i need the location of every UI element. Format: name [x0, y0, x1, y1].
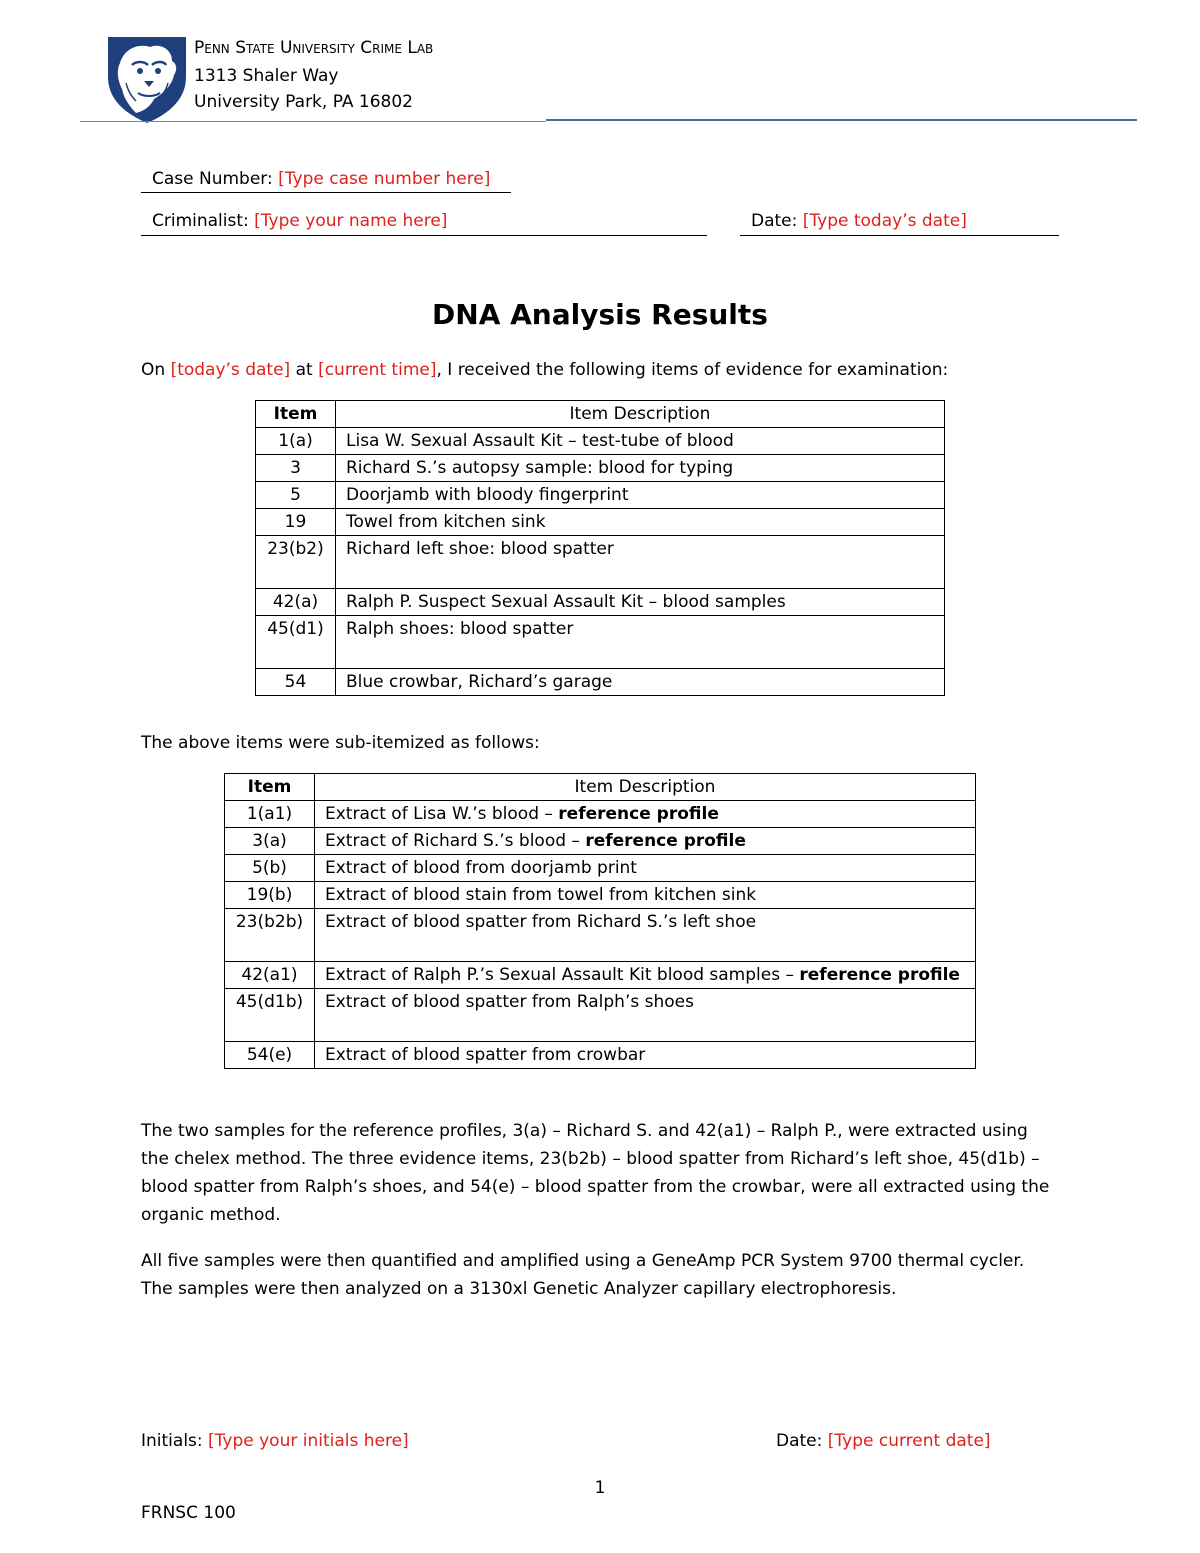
table-row: [225, 882, 976, 909]
table-row: [256, 669, 945, 696]
description-text: Extract of Richard S.’s blood –: [325, 831, 586, 851]
date-underline: [740, 235, 1059, 236]
description-cell: [315, 1042, 976, 1069]
table-row: [225, 962, 976, 989]
criminalist-underline: [141, 235, 707, 236]
description-text: Extract of Ralph P.’s Sexual Assault Kit blood samples –: [325, 965, 800, 985]
description-text: Extract of blood spatter from crowbar: [325, 1045, 646, 1065]
item-cell: 42(a1): [225, 962, 315, 989]
description-cell: [315, 882, 976, 909]
item-cell: 45(d1): [256, 616, 336, 669]
description-cell: Doorjamb with bloody fingerprint: [336, 482, 945, 509]
description-cell: Towel from kitchen sink: [336, 509, 945, 536]
table-row: [225, 828, 976, 855]
item-cell: 42(a): [256, 589, 336, 616]
item-column-header: Item: [225, 774, 315, 801]
date-field[interactable]: [751, 211, 967, 231]
description-cell: Ralph shoes: blood spatter: [336, 616, 945, 669]
table-row: [256, 482, 945, 509]
description-cell: Richard left shoe: blood spatter: [336, 536, 945, 589]
description-cell: [315, 801, 976, 828]
intro-text-end: , I received the following items of evidence for examination:: [436, 360, 949, 380]
page-title: DNA Analysis Results: [432, 298, 768, 331]
description-cell: Lisa W. Sexual Assault Kit – test-tube of blood: [336, 428, 945, 455]
table-row: [256, 428, 945, 455]
description-cell: [315, 909, 976, 962]
footer-date-value[interactable]: [Type current date]: [827, 1431, 991, 1451]
description-text: Extract of blood spatter from Richard S.’s left shoe: [325, 912, 757, 932]
footer-date-field[interactable]: [776, 1431, 991, 1451]
item-cell: 5(b): [225, 855, 315, 882]
description-cell: [315, 989, 976, 1042]
table-row: [256, 536, 945, 589]
criminalist-value[interactable]: [Type your name here]: [254, 211, 448, 231]
table-row: [225, 989, 976, 1042]
table-row: [225, 801, 976, 828]
header-divider: [80, 121, 546, 122]
date-value[interactable]: [Type today’s date]: [802, 211, 967, 231]
intro-date-placeholder[interactable]: [today’s date]: [170, 360, 291, 380]
intro-paragraph: [141, 356, 1061, 384]
item-cell: 19: [256, 509, 336, 536]
case-number-field[interactable]: [152, 169, 490, 189]
description-cell: [315, 962, 976, 989]
table-header-row: [225, 774, 976, 801]
item-cell: 3: [256, 455, 336, 482]
item-column-header: Item: [256, 401, 336, 428]
item-cell: 23(b2b): [225, 909, 315, 962]
item-cell: 54: [256, 669, 336, 696]
item-cell: 5: [256, 482, 336, 509]
analysis-paragraph: All five samples were then quantified and amplified using a GeneAmp PCR System 9700 thermal cycler. The samples were then analyzed on a 3130xl Genetic Analyzer capillary electrophoresis.: [141, 1251, 1025, 1299]
item-cell: 1(a1): [225, 801, 315, 828]
table-row: [225, 855, 976, 882]
intro-text-at: at: [290, 360, 319, 380]
description-text: Extract of blood stain from towel from kitchen sink: [325, 885, 757, 905]
lab-name: Penn State University Crime Lab: [194, 38, 434, 58]
intro-text-start: On: [141, 360, 171, 380]
description-cell: [315, 828, 976, 855]
subitem-intro: The above items were sub-itemized as follows:: [141, 733, 540, 753]
case-number-value[interactable]: [Type case number here]: [278, 169, 491, 189]
penn-state-shield-logo-icon: [106, 33, 188, 125]
table-header-row: [256, 401, 945, 428]
criminalist-field[interactable]: [152, 211, 447, 231]
description-text: Extract of Lisa W.’s blood –: [325, 804, 559, 824]
table-row: [225, 1042, 976, 1069]
item-cell: 54(e): [225, 1042, 315, 1069]
description-column-header: Item Description: [336, 401, 945, 428]
evidence-items-table: [255, 400, 945, 696]
table-row: [256, 616, 945, 669]
initials-field[interactable]: [141, 1431, 409, 1451]
item-cell: 45(d1b): [225, 989, 315, 1042]
table-row: [256, 509, 945, 536]
description-column-header: Item Description: [315, 774, 976, 801]
description-cell: Richard S.’s autopsy sample: blood for typing: [336, 455, 945, 482]
description-cell: Ralph P. Suspect Sexual Assault Kit – blood samples: [336, 589, 945, 616]
table-row: [225, 909, 976, 962]
course-code: FRNSC 100: [141, 1503, 236, 1523]
reference-profile-label: reference profile: [558, 804, 719, 824]
item-cell: 1(a): [256, 428, 336, 455]
description-cell: [315, 855, 976, 882]
header-divider-accent: [546, 119, 1137, 121]
case-number-label: Case Number:: [152, 169, 273, 189]
sub-items-table: [224, 773, 976, 1069]
table-row: [256, 455, 945, 482]
initials-value[interactable]: [Type your initials here]: [208, 1431, 409, 1451]
reference-profile-label: reference profile: [799, 965, 960, 985]
page-number: 1: [594, 1478, 606, 1498]
lab-address-line1: 1313 Shaler Way: [194, 66, 339, 86]
intro-time-placeholder[interactable]: [current time]: [318, 360, 437, 380]
case-number-underline: [141, 192, 511, 193]
description-text: Extract of blood spatter from Ralph’s shoes: [325, 992, 694, 1012]
date-label: Date:: [751, 211, 798, 231]
table-row: [256, 589, 945, 616]
item-cell: 19(b): [225, 882, 315, 909]
extraction-paragraph: The two samples for the reference profiles, 3(a) – Richard S. and 42(a1) – Ralph P., were extracted using the chelex method. The three evidence items, 23(b2b) – blood spatter from Richard’s left shoe, 45(d1b) – blood spatter from Ralph’s shoes, and 54(e) – blood spatter from the crowbar, were all extracted using the organic method.: [141, 1121, 1050, 1225]
description-text: Extract of blood from doorjamb print: [325, 858, 637, 878]
item-cell: 23(b2): [256, 536, 336, 589]
initials-label: Initials:: [141, 1431, 203, 1451]
lab-address-line2: University Park, PA 16802: [194, 92, 413, 112]
description-cell: Blue crowbar, Richard’s garage: [336, 669, 945, 696]
footer-date-label: Date:: [776, 1431, 823, 1451]
criminalist-label: Criminalist:: [152, 211, 249, 231]
item-cell: 3(a): [225, 828, 315, 855]
reference-profile-label: reference profile: [585, 831, 746, 851]
